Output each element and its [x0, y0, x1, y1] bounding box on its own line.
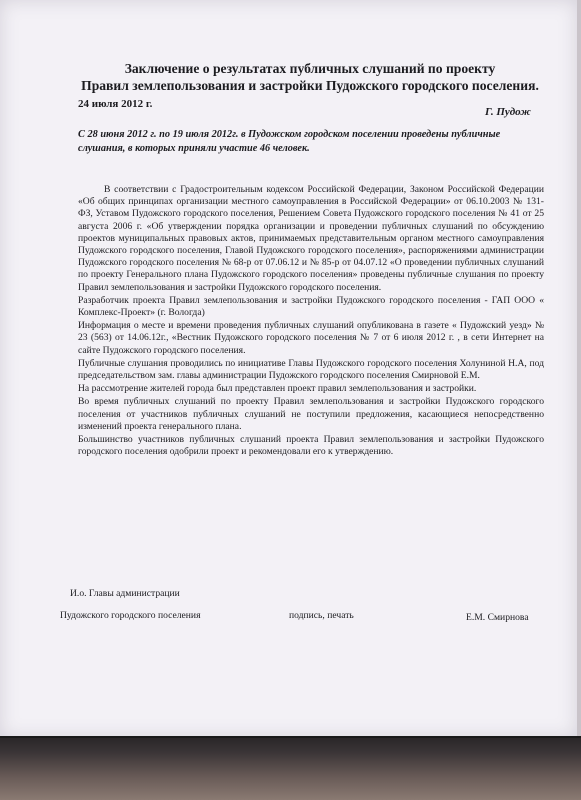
paragraph-developer: Разработчик проекта Правил землепользования и застройки Пудожского городского поселения - ГАП ООО « Комплекс-Проект» (г. Вологда): [78, 294, 544, 319]
document-title: [60, 60, 560, 94]
document-city: Г. Пудож: [485, 106, 531, 118]
paragraph-conclusion: Большинство участников публичных слушаний проекта Правил землепользования и застройки Пудожского городского поселения одобрили проект и рекомендовали его к утверждению.: [78, 434, 544, 458]
scan-bottom-edge: [0, 738, 581, 800]
paragraph-legal-basis: В соответствии с Градостроительным кодексом Российской Федерации, Законом Российской Федерации «Об общих принципах организации местного самоуправления в Российской Федерации» от 06.10.2003 № 131-ФЗ, Уставом Пудожского городского поселения, Решением Совета Пудожского городского поселения № 41 от 25 августа 2006 г. «Об утверждении порядка организации и проведении публичных слушаний по обсуждению проектов муниципальных правовых актов, принимаемых представительным органом местного самоуправления Пудожского городского поселения, Главой Пудожского городского поселения», распоряжениями администрации Пудожского городского поселения № 68-р от 07.06.12 и № 85-р от 04.07.12 «О проведении публичных слушаний по проекту Генерального плана Пудожского городского поселения» проведены публичные слушания по проекту Правил землепользования и застройки Пудожского городского поселения.: [78, 184, 544, 293]
document-body: [78, 184, 544, 458]
signature-position-1: И.о. Главы администрации: [70, 588, 180, 599]
paragraph-information: Информация о месте и времени проведения публичных слушаний опубликована в газете « Пудожский уезд» № 23 (563) от 14.06.12г., «Вестник Пудожского городского поселения № 7 от 6 июля 2012 г. , в сети Интернет на сайте Пудожского городского поселения.: [78, 320, 544, 356]
title-line-1: Заключение о результатах публичных слушаний по проекту: [124, 61, 496, 76]
document-date: 24 июля 2012 г.: [78, 98, 153, 110]
intro-paragraph: С 28 июня 2012 г. по 19 июля 2012г. в Пудожском городском поселении проведены публичные слушания, в которых приняли участие 46 человек.: [78, 129, 501, 154]
signatory-name: Е.М. Смирнова: [466, 612, 529, 623]
signature-label: подпись, печать: [289, 610, 354, 621]
paragraph-initiative: Публичные слушания проводились по инициативе Главы Пудожского городского поселения Холуниной Н.А, под председательством зам. главы администрации Пудожского городского поселения Смирновой Е.М.: [78, 357, 544, 382]
signature-position-2: Пудожского городского поселения: [60, 610, 201, 621]
paragraph-presented: На рассмотрение жителей города был представлен проект правил землепользования и застройки.: [78, 383, 477, 395]
paragraph-proposals: Во время публичных слушаний по проекту Правил землепользования и застройки Пудожского городского поселения от участников публичных слушаний не поступили предложения, касающиеся непосредственно изменений проекта генерального плана.: [78, 396, 544, 432]
title-line-2: Правил землепользования и застройки Пудожского городского поселения.: [81, 78, 539, 93]
